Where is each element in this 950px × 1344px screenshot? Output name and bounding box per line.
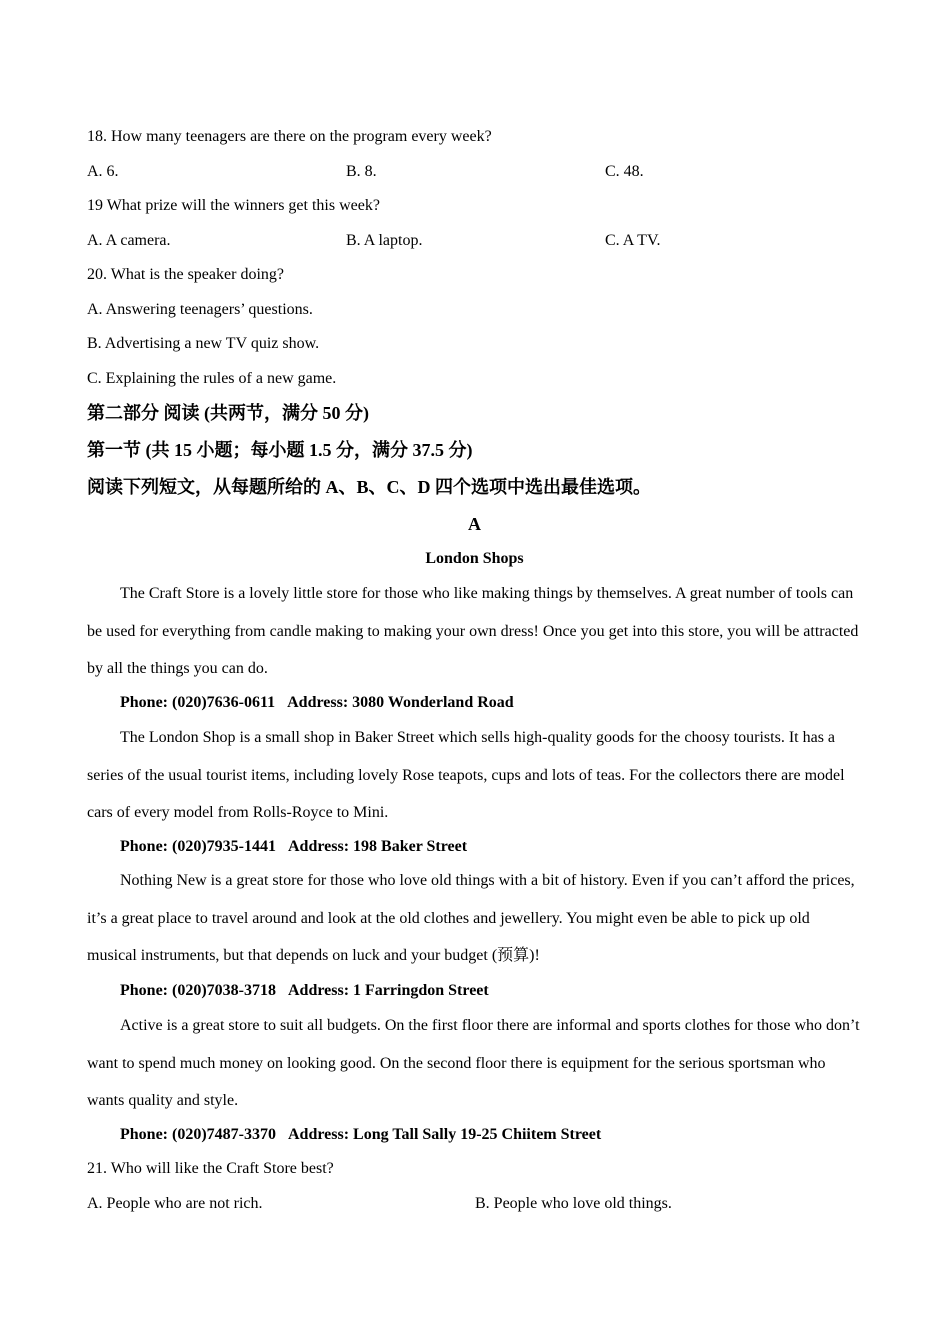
store-paragraph: The London Shop is a small shop in Baker Street which sells high-quality goods for the choosy tourists. It has a series of the usual tourist items, including lovely Rose teapots, cups and lots of teas. For the collectors there are model cars of every model from Rolls-Royce to Mini. bbox=[87, 729, 845, 821]
store-phone: Phone: (020)7487-3370 bbox=[120, 1126, 276, 1143]
question-21-option-b: B. People who love old things. bbox=[475, 1195, 672, 1212]
question-21-option-a: A. People who are not rich. bbox=[87, 1195, 263, 1212]
store-address: Address: 1 Farringdon Street bbox=[287, 982, 489, 999]
question-19-option-b: B. A laptop. bbox=[346, 232, 423, 249]
store-address: Address: 198 Baker Street bbox=[287, 838, 468, 855]
question-18-option-c: C. 48. bbox=[605, 163, 644, 180]
store-phone: Phone: (020)7636-0611 bbox=[120, 694, 276, 711]
question-18-option-b: B. 8. bbox=[346, 163, 377, 180]
question-20-stem: 20. What is the speaker doing? bbox=[87, 266, 284, 283]
store-paragraph: The Craft Store is a lovely little store for those who like making things by themselves. A great number of tools can be used for everything from candle making to making your own dress! Once you get into this store, you will be attracted by all the things you can do. bbox=[87, 585, 859, 677]
question-21-stem: 21. Who will like the Craft Store best? bbox=[87, 1160, 334, 1177]
store-contact bbox=[120, 837, 467, 857]
store-contact bbox=[120, 693, 514, 713]
store-paragraph: Nothing New is a great store for those who love old things with a bit of history. Even if you can’t afford the prices, it’s a great place to travel around and look at the old clothes and jewellery. You might even be able to pick up old musical instruments, but that depends on luck and your budget (预算)! bbox=[87, 872, 855, 964]
passage-label: A bbox=[468, 514, 481, 534]
instruction: 阅读下列短文，从每题所给的 A、B、C、D 四个选项中选出最佳选项。 bbox=[87, 477, 651, 497]
store-paragraph: Active is a great store to suit all budgets. On the first floor there are informal and sports clothes for those who don’t want to spend much money on looking good. On the second floor there is equipment for the serious sportsman who wants quality and style. bbox=[87, 1017, 860, 1109]
store-contact bbox=[120, 1125, 601, 1145]
store-address: Address: Long Tall Sally 19-25 Chiitem Street bbox=[287, 1126, 602, 1143]
passage-title: London Shops bbox=[425, 550, 524, 567]
store-address: Address: 3080 Wonderland Road bbox=[287, 694, 514, 711]
question-19-option-a: A. A camera. bbox=[87, 232, 171, 249]
store-contact bbox=[120, 981, 489, 1001]
question-20-option-c: C. Explaining the rules of a new game. bbox=[87, 370, 337, 387]
question-19-option-c: C. A TV. bbox=[605, 232, 661, 249]
question-18-stem: 18. How many teenagers are there on the program every week? bbox=[87, 128, 492, 145]
store-phone: Phone: (020)7935-1441 bbox=[120, 838, 276, 855]
store-phone: Phone: (020)7038-3718 bbox=[120, 982, 276, 999]
question-18-option-a: A. 6. bbox=[87, 163, 119, 180]
section-heading: 第二部分 阅读 (共两节，满分 50 分) bbox=[87, 403, 369, 423]
subsection-heading: 第一节 (共 15 小题；每小题 1.5 分，满分 37.5 分) bbox=[87, 440, 473, 460]
question-19-stem: 19 What prize will the winners get this week? bbox=[87, 197, 380, 214]
question-20-option-a: A. Answering teenagers’ questions. bbox=[87, 301, 313, 318]
question-20-option-b: B. Advertising a new TV quiz show. bbox=[87, 335, 320, 352]
